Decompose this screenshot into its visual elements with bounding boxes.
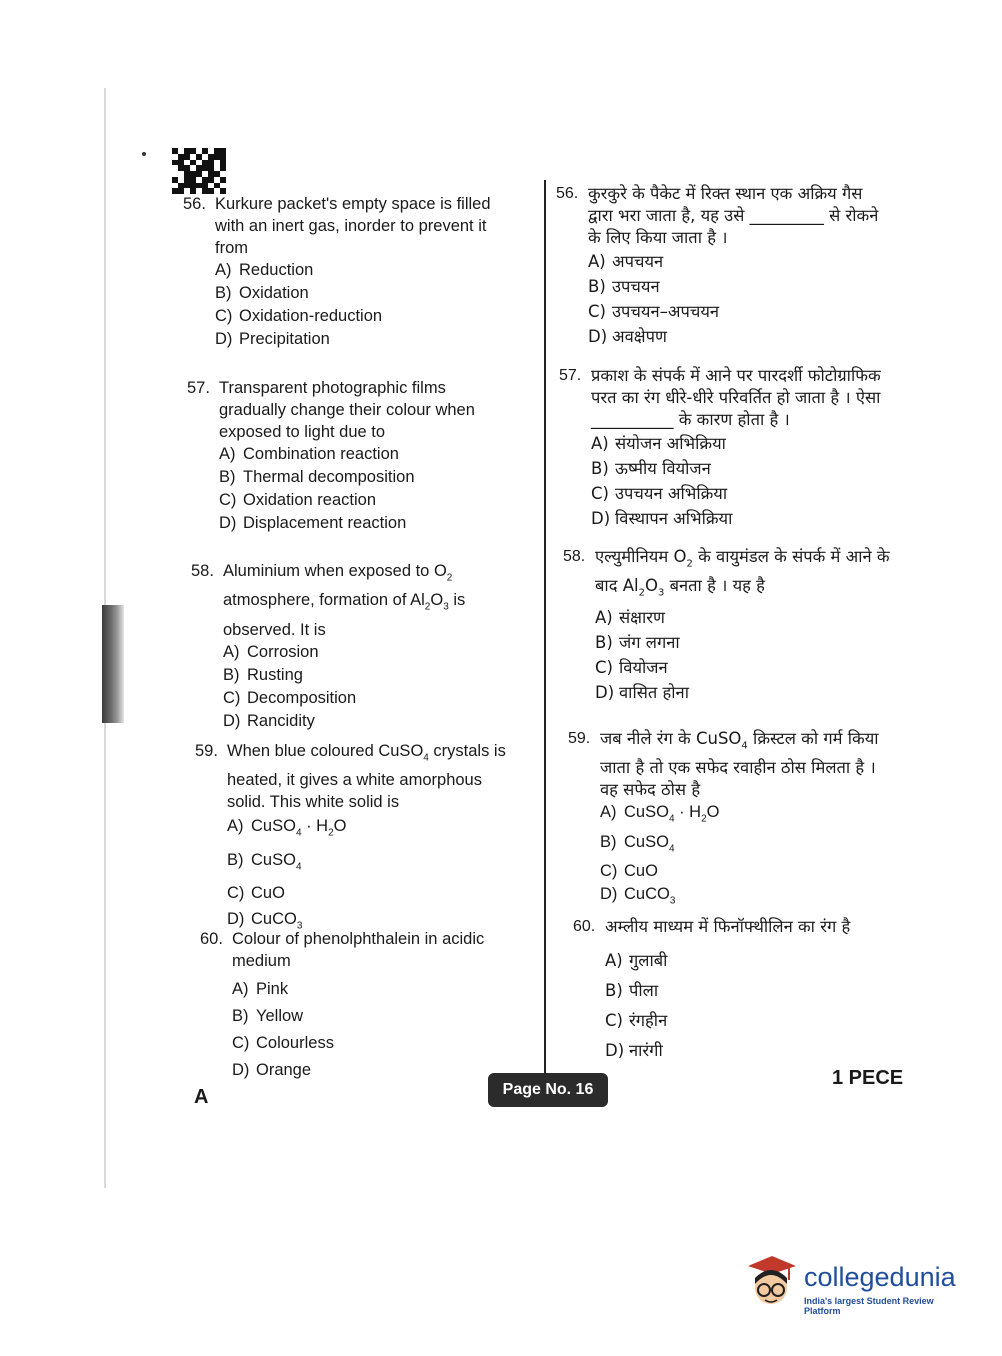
set-code: A bbox=[194, 1086, 209, 1108]
option-b: B) Yellow bbox=[232, 1007, 304, 1025]
question-stem: कुरकुरे के पैकेट में रिक्त स्थान एक अक्रिय गैस द्वारा भरा जाता है, यह उसे _________ से रोकने के लिए किया जाता है । bbox=[588, 184, 879, 247]
qr-code-icon bbox=[172, 148, 226, 194]
option-a: A) गुलाबी bbox=[605, 951, 668, 970]
option-a: A) संक्षारण bbox=[595, 607, 665, 627]
option-c: C) Decomposition bbox=[223, 688, 357, 707]
option-a: A) अपचयन bbox=[588, 252, 664, 271]
scan-dot bbox=[142, 152, 146, 156]
question-stem: जब नीले रंग के CuSO$_4$ क्रिस्टल को गर्म किया जाता है तो एक सफेद रवाहीन ठोस मिलता है । वह सफेद ठोस है bbox=[600, 729, 879, 800]
question-59-hi bbox=[568, 728, 898, 912]
option-a: A) Combination reaction bbox=[219, 445, 399, 463]
option-d: D) वासित होना bbox=[595, 682, 689, 702]
question-number: 56. bbox=[183, 195, 206, 213]
option-b: B) CuSO$_4$ bbox=[227, 850, 302, 872]
option-c: C) रंगहीन bbox=[605, 1011, 668, 1030]
brand-name: collegedunia bbox=[804, 1262, 956, 1292]
question-number: 58. bbox=[191, 562, 214, 580]
question-number: 56. bbox=[556, 185, 579, 202]
question-57-en bbox=[187, 377, 517, 535]
question-number: 58. bbox=[563, 548, 586, 565]
question-57-hi bbox=[559, 365, 889, 531]
option-d: D) Orange bbox=[232, 1061, 312, 1079]
question-56-en bbox=[183, 193, 513, 351]
paper-code: 1 PECE bbox=[832, 1067, 904, 1089]
question-60-en bbox=[200, 928, 530, 1084]
option-b: B) पीला bbox=[605, 981, 659, 1000]
question-56-hi bbox=[556, 183, 886, 349]
option-b: B) ऊष्मीय वियोजन bbox=[591, 459, 711, 478]
option-d: D) विस्थापन अभिक्रिया bbox=[591, 509, 733, 528]
option-b: B) जंग लगना bbox=[595, 632, 680, 652]
question-number: 59. bbox=[568, 730, 591, 747]
option-c: C) CuO bbox=[600, 861, 658, 880]
option-c: C) CuO bbox=[227, 883, 285, 902]
option-b: B) Oxidation bbox=[215, 284, 309, 302]
option-a: A) CuSO$_4$ · $H_2O$ bbox=[600, 803, 720, 825]
option-c: C) Colourless bbox=[232, 1034, 334, 1052]
question-number: 60. bbox=[573, 918, 596, 935]
question-stem: Aluminium when exposed to $O_2$ atmosphere, formation of $Al_2O_3$ is observed. It is bbox=[223, 562, 466, 639]
option-a: A) CuSO$_4$ · $H_2O$ bbox=[227, 817, 347, 839]
option-d: D) Precipitation bbox=[215, 330, 330, 348]
option-d: D) Displacement reaction bbox=[219, 514, 407, 532]
option-d: D) CuCO$_3$ bbox=[227, 909, 303, 932]
question-stem: When blue coloured CuSO$_4$ crystals is heated, it gives a white amorphous solid. This white solid is bbox=[227, 742, 506, 812]
option-b: B) Thermal decomposition bbox=[219, 468, 415, 486]
page-number-badge: Page No. 16 bbox=[488, 1073, 608, 1107]
option-a: A) Corrosion bbox=[223, 642, 319, 661]
question-59-en bbox=[195, 740, 525, 939]
option-d: D) Rancidity bbox=[223, 711, 315, 730]
question-number: 57. bbox=[559, 367, 582, 384]
option-c: C) उपचयन अभिक्रिया bbox=[591, 484, 728, 503]
option-d: D) CuCO$_3$ bbox=[600, 884, 676, 907]
column-divider bbox=[544, 180, 546, 1080]
question-stem: एल्युमीनियम $O_2$ के वायुमंडल के संपर्क में आने के बाद $Al_2O_3$ बनता है । यह है bbox=[595, 547, 890, 599]
option-c: C) Oxidation-reduction bbox=[215, 307, 383, 325]
option-c: C) Oxidation reaction bbox=[219, 491, 376, 509]
option-d: D) नारंगी bbox=[605, 1041, 663, 1060]
question-stem: Transparent photographic films gradually change their colour when exposed to light due to bbox=[219, 379, 475, 441]
question-stem: Kurkure packet's empty space is filled with an inert gas, inorder to prevent it from bbox=[215, 195, 491, 257]
question-number: 57. bbox=[187, 379, 210, 397]
option-a: A) Pink bbox=[232, 980, 289, 998]
option-a: A) Reduction bbox=[215, 261, 314, 279]
option-b: B) CuSO$_4$ bbox=[600, 832, 675, 854]
question-58-hi bbox=[563, 546, 893, 705]
binding-strip bbox=[102, 605, 124, 723]
option-b: B) Rusting bbox=[223, 665, 303, 684]
option-c: C) वियोजन bbox=[595, 657, 668, 677]
option-d: D) अवक्षेपण bbox=[588, 327, 667, 346]
question-stem: Colour of phenolphthalein in acidic medium bbox=[232, 930, 485, 970]
question-number: 59. bbox=[195, 742, 218, 760]
collegedunia-mascot-icon bbox=[742, 1254, 800, 1312]
question-58-en bbox=[191, 560, 521, 733]
question-stem: अम्लीय माध्यम में फिनॉफ्थीलिन का रंग है bbox=[605, 917, 851, 936]
question-stem: प्रकाश के संपर्क में आने पर पारदर्शी फोटोग्राफिक परत का रंग धीरे-धीरे परिवर्तित हो जाता है । ऐसा __________ के कारण होता है । bbox=[591, 366, 881, 429]
collegedunia-watermark bbox=[742, 1250, 972, 1320]
option-b: B) उपचयन bbox=[588, 277, 660, 296]
option-a: A) संयोजन अभिक्रिया bbox=[591, 434, 726, 453]
question-60-hi bbox=[573, 916, 903, 1066]
option-c: C) उपचयन–अपचयन bbox=[588, 302, 720, 321]
question-number: 60. bbox=[200, 930, 223, 948]
brand-tagline: India's largest Student Review Platform bbox=[804, 1296, 934, 1316]
